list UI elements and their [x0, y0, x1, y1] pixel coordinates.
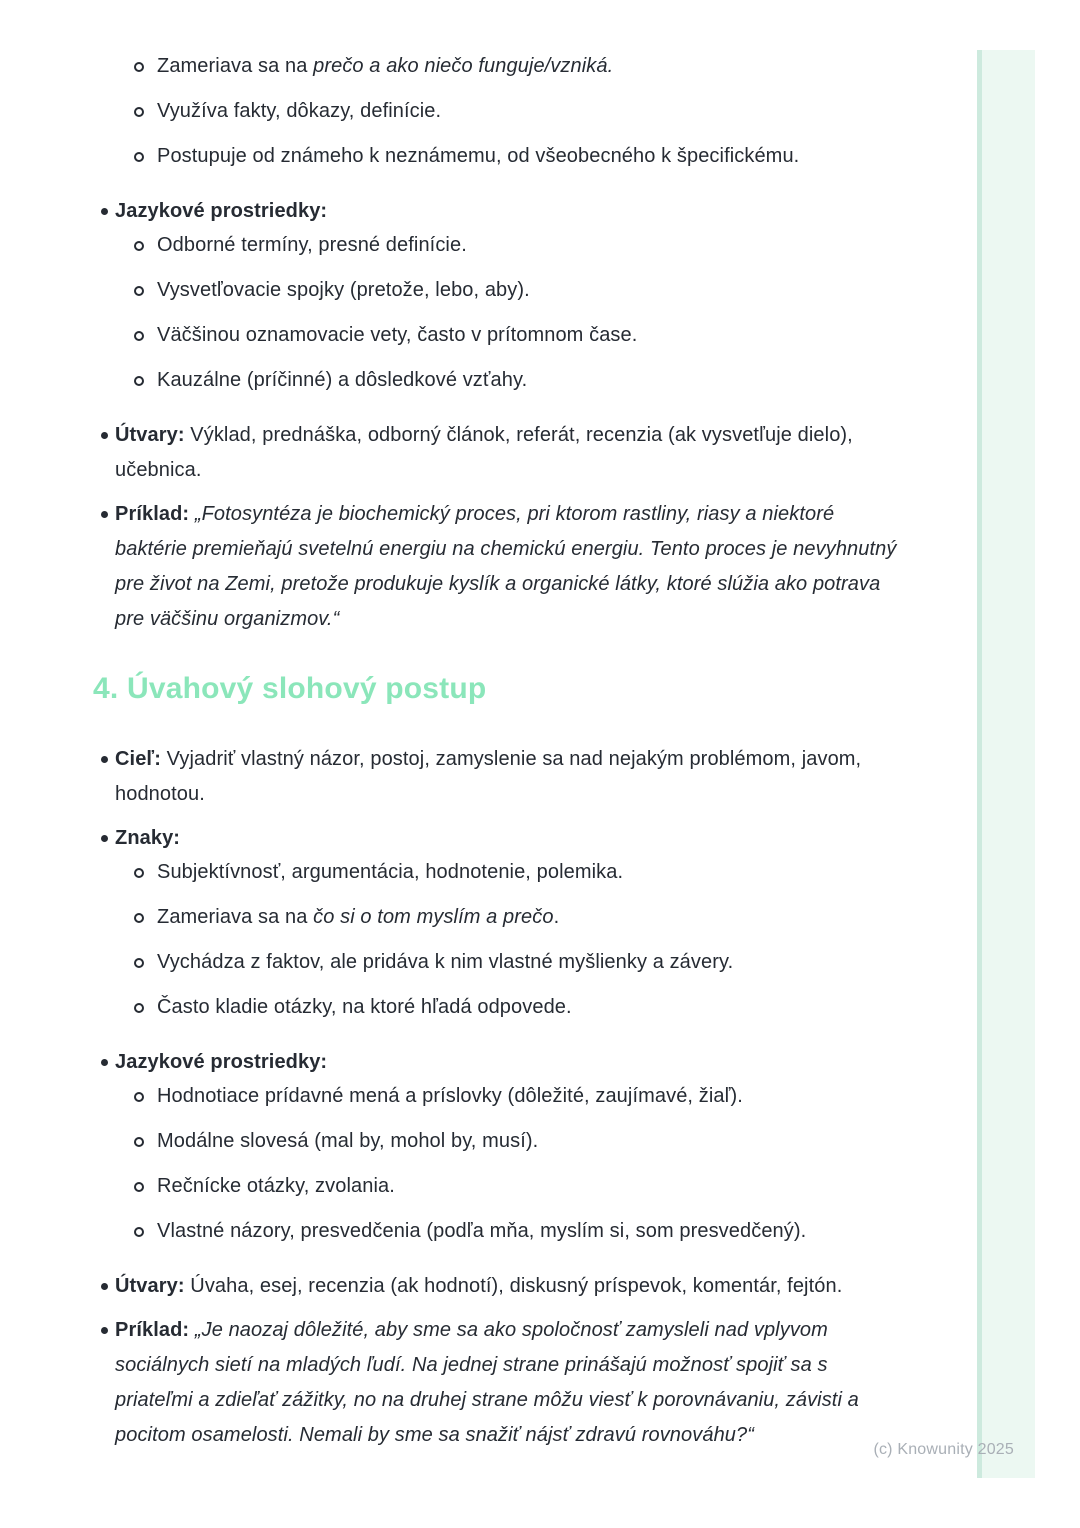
list-item-text: Často kladie otázky, na ktoré hľadá odpovede.: [157, 996, 572, 1018]
disc-bullet-icon: [101, 1327, 108, 1334]
list-item: [0, 742, 900, 812]
list-item-text: Zameriava sa na čo si o tom myslím a prečo.: [157, 906, 560, 928]
disc-bullet-icon: [101, 432, 108, 439]
list-item: [0, 194, 900, 229]
right-accent-stripe: [977, 50, 1035, 1478]
list-item-text: Znaky:: [115, 827, 181, 849]
list-item: [0, 418, 900, 488]
sub-list-item: [0, 945, 900, 980]
list-item-text: Kauzálne (príčinné) a dôsledkové vzťahy.: [157, 369, 528, 391]
sub-list-item: [0, 1169, 900, 1204]
list-item-text: Postupuje od známeho k neznámemu, od všeobecného k špecifickému.: [157, 145, 800, 167]
sub-list-item: [0, 1079, 900, 1114]
list-item-text: Cieľ: Vyjadriť vlastný názor, postoj, zamyslenie sa nad nejakým problémom, javom, hodnotou.: [115, 748, 862, 805]
list-item-text: Útvary: Úvaha, esej, recenzia (ak hodnotí), diskusný príspevok, komentár, fejtón.: [115, 1275, 843, 1297]
list-item: [0, 1269, 900, 1304]
list-item-text: Rečnícke otázky, zvolania.: [157, 1175, 395, 1197]
circle-bullet-icon: [134, 376, 144, 386]
circle-bullet-icon: [134, 1003, 144, 1013]
list-item-text: Príklad: „Je naozaj dôležité, aby sme sa ako spoločnosť zamysleli nad vplyvom sociálnych sietí na mladých ľudí. Na jednej strane prinášajú možnosť spojiť sa s priateľmi a zdieľať zážitky, no na druhej strane môžu viesť k porovnávaniu, závisti a pocitom osamelosti. Nemali by sme sa snažiť nájsť zdravú rovnováhu?“: [115, 1319, 859, 1446]
sub-list-item: [0, 1124, 900, 1159]
list-item: [0, 1313, 900, 1453]
sub-list-item: [0, 273, 900, 308]
list-item-text: Vlastné názory, presvedčenia (podľa mňa, myslím si, som presvedčený).: [157, 1220, 807, 1242]
circle-bullet-icon: [134, 1137, 144, 1147]
circle-bullet-icon: [134, 868, 144, 878]
sub-list-item: [0, 94, 900, 129]
circle-bullet-icon: [134, 913, 144, 923]
circle-bullet-icon: [134, 958, 144, 968]
disc-bullet-icon: [101, 835, 108, 842]
list-item-text: Odborné termíny, presné definície.: [157, 234, 467, 256]
list-item: [0, 821, 900, 856]
list-item-text: Vysvetľovacie spojky (pretože, lebo, aby).: [157, 279, 530, 301]
list-item-text: Jazykové prostriedky:: [115, 200, 328, 222]
disc-bullet-icon: [101, 756, 108, 763]
disc-bullet-icon: [101, 511, 108, 518]
list-item-text: Jazykové prostriedky:: [115, 1051, 328, 1073]
circle-bullet-icon: [134, 286, 144, 296]
disc-bullet-icon: [101, 208, 108, 215]
sub-list-item: [0, 228, 900, 263]
list-item-text: Hodnotiace prídavné mená a príslovky (dôležité, zaujímavé, žiaľ).: [157, 1085, 743, 1107]
list-item-text: Väčšinou oznamovacie vety, často v prítomnom čase.: [157, 324, 638, 346]
circle-bullet-icon: [134, 1092, 144, 1102]
circle-bullet-icon: [134, 152, 144, 162]
list-item-text: Útvary: Výklad, prednáška, odborný článok, referát, recenzia (ak vysvetľuje dielo), učebnica.: [115, 424, 853, 481]
sub-list-item: [0, 990, 900, 1025]
disc-bullet-icon: [101, 1283, 108, 1290]
circle-bullet-icon: [134, 62, 144, 72]
copyright-watermark: (c) Knowunity 2025: [873, 1441, 1014, 1458]
list-item-text: Subjektívnosť, argumentácia, hodnotenie, polemika.: [157, 861, 624, 883]
sub-list-item: [0, 139, 900, 174]
circle-bullet-icon: [134, 241, 144, 251]
list-item-text: Modálne slovesá (mal by, mohol by, musí).: [157, 1130, 539, 1152]
sub-list-item: [0, 855, 900, 890]
list-item: [0, 1045, 900, 1080]
document-content: [0, 44, 900, 1447]
disc-bullet-icon: [101, 1059, 108, 1066]
circle-bullet-icon: [134, 1227, 144, 1237]
circle-bullet-icon: [134, 1182, 144, 1192]
sub-list-item: [0, 49, 900, 84]
circle-bullet-icon: [134, 331, 144, 341]
sub-list-item: [0, 900, 900, 935]
circle-bullet-icon: [134, 107, 144, 117]
list-item-text: Zameriava sa na prečo a ako niečo funguje/vzniká.: [157, 55, 614, 77]
list-item-text: Využíva fakty, dôkazy, definície.: [157, 100, 442, 122]
sub-list-item: [0, 1214, 900, 1249]
sub-list-item: [0, 318, 900, 353]
list-item-text: Vychádza z faktov, ale pridáva k nim vlastné myšlienky a závery.: [157, 951, 734, 973]
list-item: [0, 497, 900, 637]
sub-list-item: [0, 363, 900, 398]
section-heading: 4. Úvahový slohový postup: [93, 672, 487, 705]
list-item-text: Príklad: „Fotosyntéza je biochemický proces, pri ktorom rastliny, riasy a niektoré baktérie premieňajú svetelnú energiu na chemickú energiu. Tento proces je nevyhnutný pre život na Zemi, pretože produkuje kyslík a organické látky, ktoré slúžia ako potrava pre väčšinu organizmov.“: [115, 503, 897, 630]
